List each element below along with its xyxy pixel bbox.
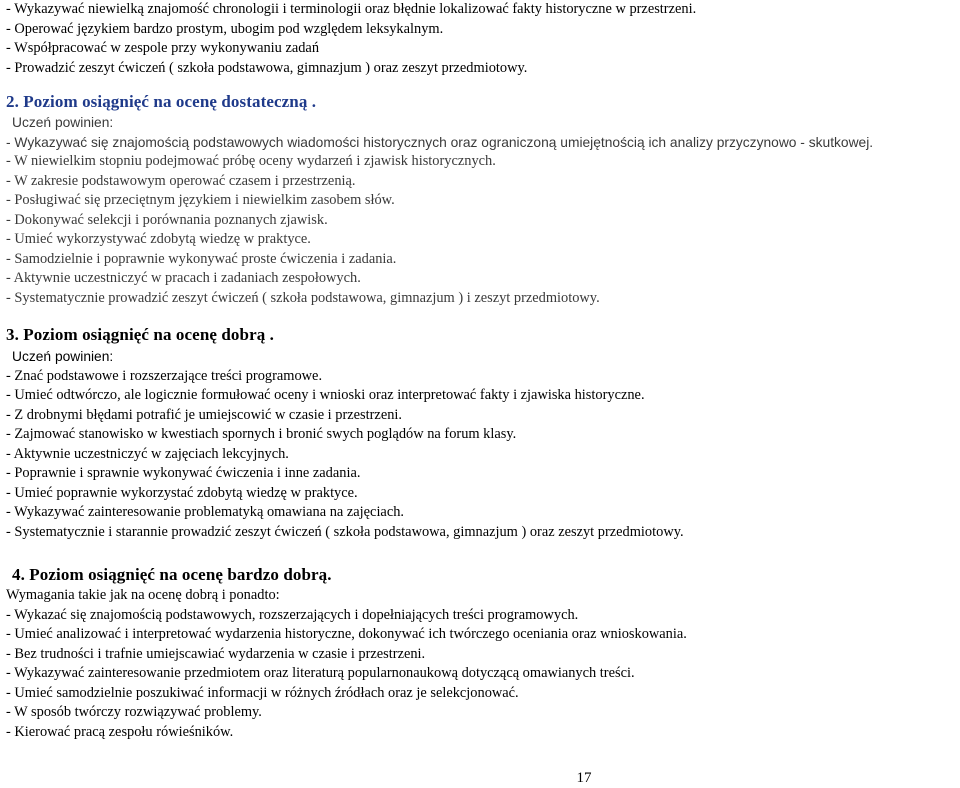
- list-item: - Znać podstawowe i rozszerzające treści programowe.: [6, 367, 323, 384]
- list-item: - Poprawnie i sprawnie wykonywać ćwiczenia i inne zadania.: [6, 465, 361, 481]
- section-grade-satisfactory: [0, 91, 960, 308]
- list-item: - Systematycznie i starannie prowadzić zeszyt ćwiczeń ( szkoła podstawowa, gimnazjum ) oraz zeszyt przedmiotowy.: [6, 523, 684, 540]
- list-item: - Posługiwać się przeciętnym językiem i niewielkim zasobem słów.: [6, 192, 395, 208]
- list-item: - Zajmować stanowisko w kwestiach spornych i bronić swych poglądów na forum klasy.: [6, 426, 517, 442]
- list-item: - Systematycznie prowadzić zeszyt ćwiczeń ( szkoła podstawowa, gimnazjum ) i zeszyt przedmiotowy.: [6, 289, 600, 306]
- section-intro: Uczeń powinien:: [12, 349, 114, 364]
- list-item: - W zakresie podstawowym operować czasem i przestrzenią.: [6, 172, 356, 189]
- list-item: - Wykazywać się znajomością podstawowych wiadomości historycznych oraz ograniczoną umiejętnością ich analizy przyczynowo - skutkowej.: [6, 134, 874, 150]
- section-heading: 3. Poziom osiągnięć na ocenę dobrą .: [6, 325, 275, 344]
- list-item: - W niewielkim stopniu podejmować próbę oceny wydarzeń i zjawisk historycznych.: [6, 153, 496, 169]
- list-item: - Współpracować w zespole przy wykonywaniu zadań: [6, 40, 320, 56]
- list-item: - Prowadzić zeszyt ćwiczeń ( szkoła podstawowa, gimnazjum ) oraz zeszyt przedmiotowy.: [6, 59, 528, 76]
- list-item: - Umieć odtwórczo, ale logicznie formułować oceny i wnioski oraz interpretować fakty i zjawiska historyczne.: [6, 387, 645, 403]
- list-item: - Kierować pracą zespołu rówieśników.: [6, 723, 234, 740]
- list-item: - Umieć analizować i interpretować wydarzenia historyczne, dokonywać ich twórczego oceniania oraz wnioskowania.: [6, 626, 687, 642]
- list-item: - Operować językiem bardzo prostym, ubogim pod względem leksykalnym.: [6, 20, 444, 37]
- page-number: 17: [576, 770, 592, 786]
- list-item: - Umieć poprawnie wykorzystać zdobytą wiedzę w praktyce.: [6, 484, 358, 501]
- section-intro: Wymagania takie jak na ocenę dobrą i ponadto:: [6, 587, 280, 603]
- list-item: - Aktywnie uczestniczyć w zajęciach lekcyjnych.: [6, 445, 289, 462]
- list-item: - Aktywnie uczestniczyć w pracach i zadaniach zespołowych.: [6, 270, 361, 286]
- list-item: - Bez trudności i trafnie umiejscawiać wydarzenia w czasie i przestrzeni.: [6, 645, 426, 662]
- list-item: - Umieć wykorzystywać zdobytą wiedzę w praktyce.: [6, 231, 311, 247]
- section-grade-very-good: [0, 564, 960, 742]
- list-item: - Samodzielnie i poprawnie wykonywać proste ćwiczenia i zadania.: [6, 250, 397, 267]
- list-item: - W sposób twórczy rozwiązywać problemy.: [6, 704, 262, 720]
- list-item: - Dokonywać selekcji i porównania poznanych zjawisk.: [6, 211, 328, 228]
- list-item: - Umieć samodzielnie poszukiwać informacji w różnych źródłach oraz je selekcjonować.: [6, 684, 519, 701]
- list-item: - Wykazać się znajomością podstawowych, rozszerzających i dopełniających treści programowych.: [6, 606, 579, 623]
- list-item: - Wykazywać zainteresowanie problematyką omawiana na zajęciach.: [6, 504, 405, 520]
- list-item: - Z drobnymi błędami potrafić je umiejscowić w czasie i przestrzeni.: [6, 406, 402, 423]
- section-heading: 4. Poziom osiągnięć na ocenę bardzo dobrą.: [12, 565, 332, 584]
- continued-list: [0, 0, 960, 78]
- list-item: - Wykazywać zainteresowanie przedmiotem oraz literaturą popularnonaukową dotyczącą omawianych treści.: [6, 665, 635, 681]
- list-item: - Wykazywać niewielką znajomość chronologii i terminologii oraz błędnie lokalizować fakty historyczne w przestrzeni.: [6, 1, 697, 17]
- section-grade-good: [0, 324, 960, 542]
- section-heading: 2. Poziom osiągnięć na ocenę dostateczną .: [6, 92, 317, 111]
- section-intro: Uczeń powinien:: [12, 115, 114, 130]
